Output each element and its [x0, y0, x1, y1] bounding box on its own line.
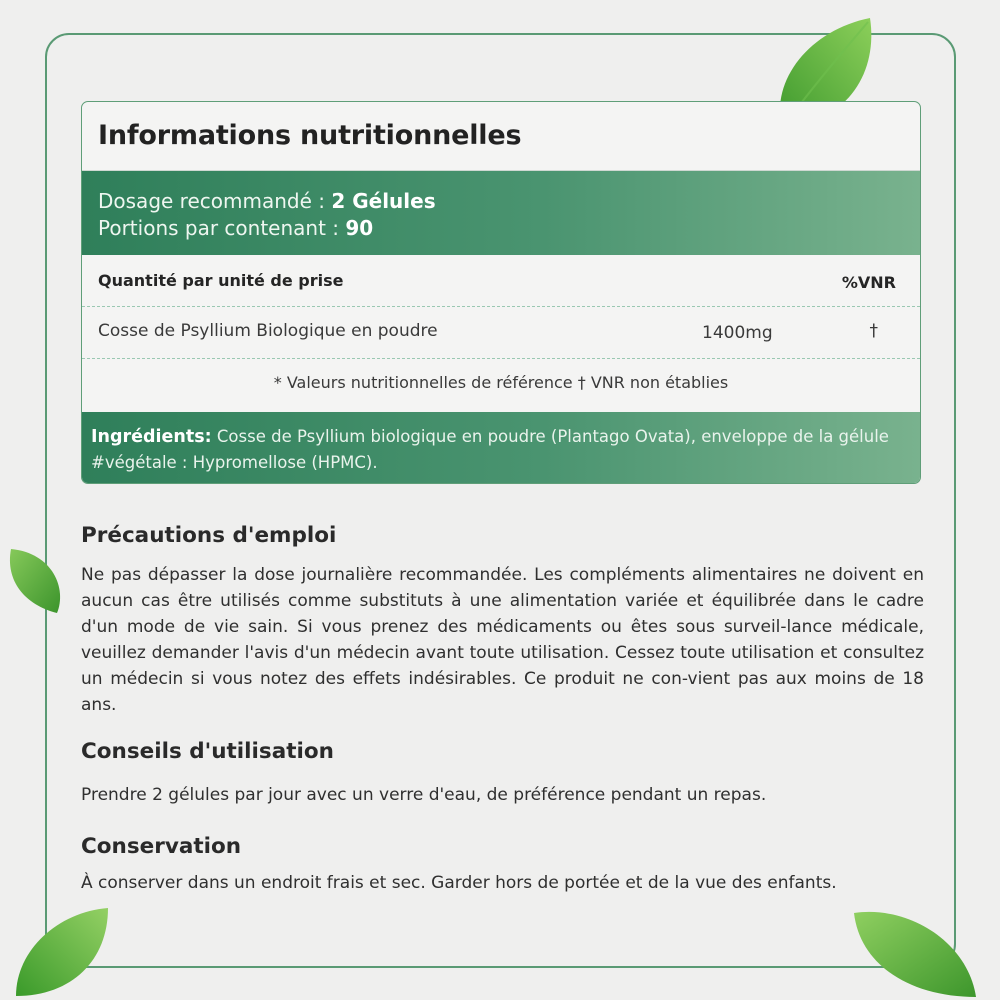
leaf-bottom-left-icon — [12, 900, 112, 1000]
ingredients-label: Ingrédients: — [91, 427, 212, 447]
conseils-heading: Conseils d'utilisation — [81, 739, 334, 764]
precautions-text: Ne pas dépasser la dose journalière recommandée. Les compléments alimentaires ne doivent en aucun cas être utilisés comme substituts à une alimentation variée et équilibrée dans le cadre d'un mode de vie sain. Si vous prenez des médicaments ou êtes sous surveil-lance médicale, veuillez demander l'avis d'un médecin avant toute utilisation. Cessez toute utilisation et consultez un médecin si vous notez des effets indésirables. Ce produit ne con-vient pas aux moins de 18 ans. — [81, 565, 924, 715]
table-header-row — [82, 255, 920, 307]
portions-label: Portions par contenant : — [98, 216, 346, 240]
ingredient-name: Cosse de Psyllium Biologique en poudre — [98, 321, 438, 341]
leaf-bottom-right-icon — [850, 905, 980, 1000]
ingredients-banner — [82, 412, 920, 483]
dosage-value: 2 Gélules — [331, 189, 436, 213]
dosage-label: Dosage recommandé : — [98, 189, 332, 213]
conservation-heading: Conservation — [81, 834, 242, 859]
nutrition-title: Informations nutritionnelles — [82, 102, 920, 171]
table-row — [82, 307, 920, 359]
footnote: * Valeurs nutritionnelles de référence † VNR non établies — [273, 373, 729, 392]
precautions-heading: Précautions d'emploi — [81, 523, 337, 548]
dosage-line — [98, 188, 904, 215]
vnr-header-label: %VNR — [841, 273, 896, 292]
dosage-banner — [82, 171, 920, 255]
portions-line — [98, 215, 904, 242]
portions-value: 90 — [345, 216, 374, 240]
ingredient-vnr: † — [869, 321, 878, 341]
conservation-text: À conserver dans un endroit frais et sec. Garder hors de portée et de la vue des enfants. — [81, 873, 837, 893]
ingredient-amount: 1400mg — [702, 323, 773, 343]
leaf-left-icon — [5, 545, 67, 617]
conseils-text: Prendre 2 gélules par jour avec un verre d'eau, de préférence pendant un repas. — [81, 785, 767, 805]
qty-header-label: Quantité par unité de prise — [98, 271, 344, 290]
ingredients-text: Cosse de Psyllium biologique en poudre (Plantago Ovata), enveloppe de la gélule #végétale : Hypromellose (HPMC). — [91, 427, 889, 472]
nutrition-facts-card — [81, 101, 921, 484]
